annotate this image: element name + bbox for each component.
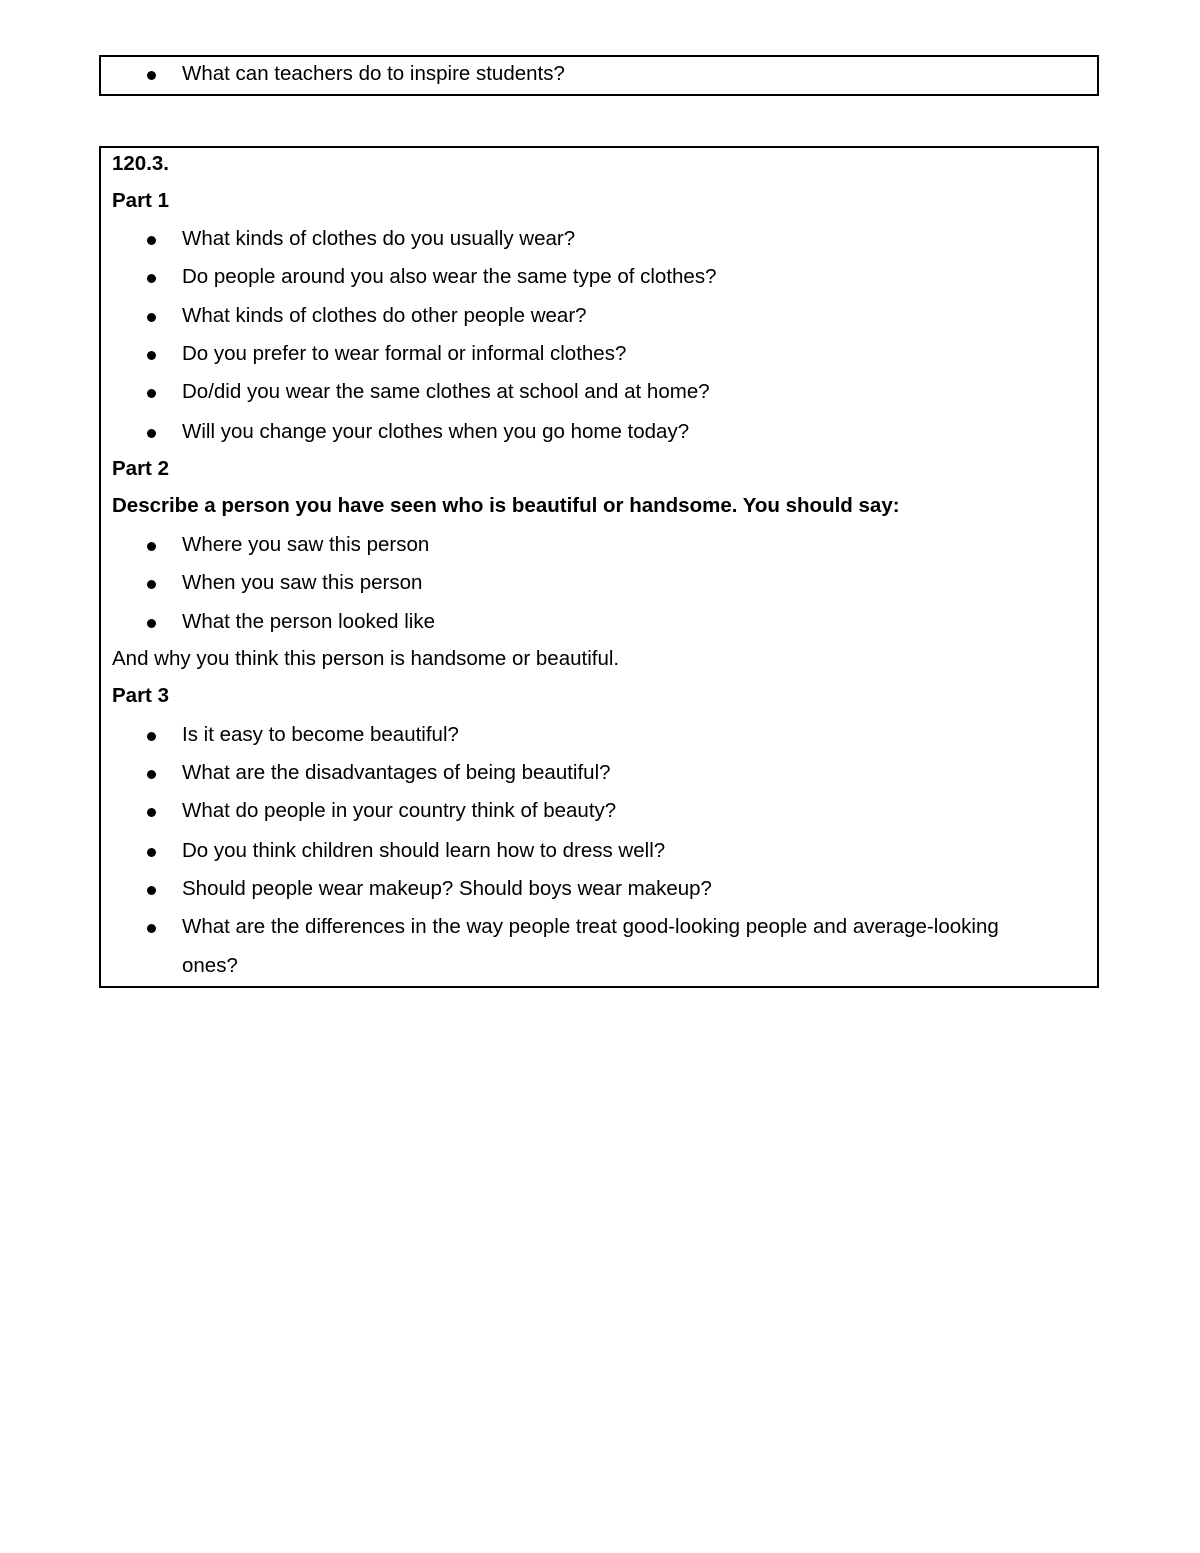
list-item: What can teachers do to inspire students?: [182, 62, 565, 85]
bullet-icon: [147, 389, 156, 398]
bullet-icon: [147, 429, 156, 438]
list-item: Will you change your clothes when you go home today?: [182, 420, 690, 443]
list-item: When you saw this person: [182, 571, 423, 594]
list-item: What kinds of clothes do you usually wear?: [182, 227, 576, 250]
bullet-icon: [147, 848, 156, 857]
list-item-continuation: ones?: [182, 954, 238, 977]
bullet-icon: [147, 274, 156, 283]
previous-question-box: [99, 55, 1099, 96]
bullet-icon: [147, 236, 156, 245]
list-item: Is it easy to become beautiful?: [182, 723, 459, 746]
part2-heading: Part 2: [112, 457, 169, 480]
bullet-icon: [147, 619, 156, 628]
part2-prompt: Describe a person you have seen who is beautiful or handsome. You should say:: [112, 494, 900, 517]
list-item: Do you think children should learn how to dress well?: [182, 839, 666, 862]
list-item: What do people in your country think of beauty?: [182, 799, 617, 822]
bullet-icon: [147, 732, 156, 741]
list-item: What kinds of clothes do other people wear?: [182, 304, 587, 327]
list-item: What are the differences in the way people treat good-looking people and average-looking: [182, 915, 999, 938]
bullet-icon: [147, 542, 156, 551]
part1-heading: Part 1: [112, 189, 169, 212]
bullet-icon: [147, 808, 156, 817]
list-item: What are the disadvantages of being beautiful?: [182, 761, 611, 784]
list-item: Should people wear makeup? Should boys wear makeup?: [182, 877, 712, 900]
bullet-icon: [147, 770, 156, 779]
bullet-icon: [147, 886, 156, 895]
bullet-icon: [147, 71, 156, 80]
question-box-120-3: [99, 146, 1099, 988]
part3-heading: Part 3: [112, 684, 169, 707]
bullet-icon: [147, 351, 156, 360]
list-item: Do/did you wear the same clothes at school and at home?: [182, 380, 710, 403]
bullet-icon: [147, 580, 156, 589]
bullet-icon: [147, 313, 156, 322]
list-item: Do people around you also wear the same type of clothes?: [182, 265, 717, 288]
list-item: Where you saw this person: [182, 533, 430, 556]
section-id: 120.3.: [112, 152, 169, 175]
part2-closing: And why you think this person is handsome or beautiful.: [112, 647, 620, 670]
list-item: What the person looked like: [182, 610, 435, 633]
bullet-icon: [147, 924, 156, 933]
list-item: Do you prefer to wear formal or informal clothes?: [182, 342, 627, 365]
